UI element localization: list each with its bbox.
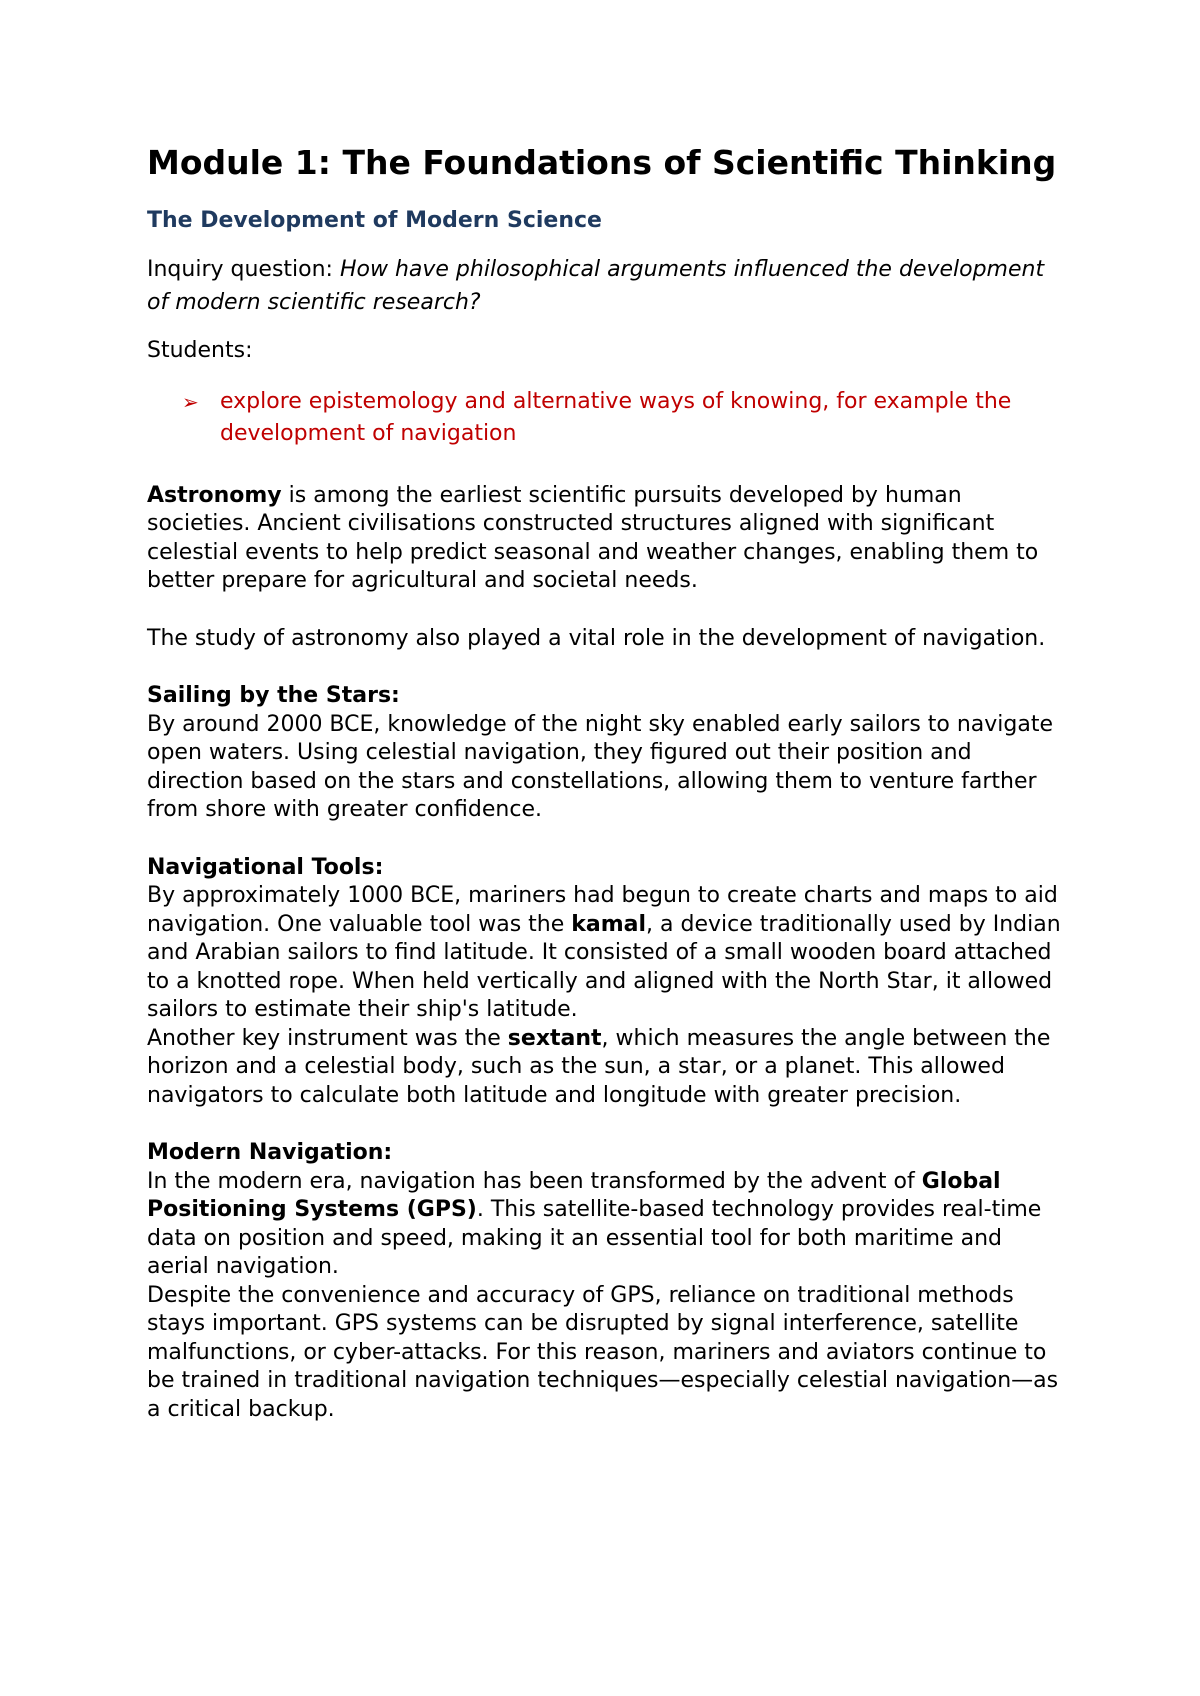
inquiry-question bbox=[147, 254, 1067, 319]
sailing-heading-text: Sailing by the Stars: bbox=[147, 683, 400, 708]
gps-paragraph bbox=[147, 1168, 1067, 1282]
outcome-bullet bbox=[182, 386, 1067, 451]
astronomy-paragraph bbox=[147, 482, 1067, 596]
gps-term: Global Positioning Systems (GPS) bbox=[147, 1168, 1001, 1222]
kamal-term: kamal bbox=[571, 911, 647, 937]
students-label: Students: bbox=[147, 338, 253, 363]
outcome-bullet-text: explore epistemology and alternative ways of knowing, for example the development of navigation bbox=[220, 388, 1012, 446]
inquiry-question-text: How have philosophical arguments influenced the development of modern scientific research? bbox=[147, 257, 1045, 315]
kamal-text-a: By approximately 1000 BCE, mariners had begun to create charts and maps to aid navigation. One valuable tool was the bbox=[147, 883, 1058, 937]
inquiry-label: Inquiry question: bbox=[147, 257, 340, 282]
modern-heading bbox=[147, 1139, 1067, 1168]
sextant-text-b: , which measures the angle between the horizon and a celestial body, such as the sun, a star, or a planet. This allowed navigators to calculate both latitude and longitude with greater precision. bbox=[147, 1025, 1051, 1108]
arrow-bullet-icon: ➢ bbox=[182, 389, 199, 414]
modern-heading-text: Modern Navigation: bbox=[147, 1140, 393, 1165]
page-title: Module 1: The Foundations of Scientific Thinking bbox=[147, 143, 1057, 182]
astronomy-text: is among the earliest scientific pursuits developed by human societies. Ancient civilisations constructed structures aligned with significant celestial events to help predict seasonal and weather changes, enabling them to better prepare for agricultural and societal needs. bbox=[147, 482, 1039, 593]
tools-heading bbox=[147, 854, 1067, 883]
sextant-paragraph bbox=[147, 1025, 1067, 1111]
gps-reliance-paragraph: Despite the convenience and accuracy of GPS, reliance on traditional methods stays important. GPS systems can be disrupted by signal interference, satellite malfunctions, or cyber-attacks. For this reason, mariners and aviators continue to be trained in traditional navigation techniques—especially celestial navigation—as a critical backup. bbox=[147, 1282, 1059, 1422]
kamal-paragraph bbox=[147, 882, 1067, 1025]
tools-heading-text: Navigational Tools: bbox=[147, 854, 384, 880]
section-subtitle: The Development of Modern Science bbox=[147, 208, 602, 233]
kamal-text-b: , a device traditionally used by Indian and Arabian sailors to find latitude. It consisted of a small wooden board attached to a knotted rope. When held vertically and aligned with the North Star, it allowed sailors to estimate their ship's latitude. bbox=[147, 911, 1061, 1022]
sextant-term: sextant bbox=[507, 1025, 602, 1051]
sailing-paragraph: By around 2000 BCE, knowledge of the night sky enabled early sailors to navigate open waters. Using celestial navigation, they figured out their position and direction based on the stars and constellations, allowing them to venture farther from shore with greater confidence. bbox=[147, 711, 1054, 822]
astronomy-term: Astronomy bbox=[147, 482, 282, 508]
sextant-text-a: Another key instrument was the bbox=[147, 1025, 508, 1051]
gps-text-b: . This satellite-based technology provides real-time data on position and speed, making it an essential tool for both maritime and aerial navigation. bbox=[147, 1197, 1042, 1279]
gps-text-a: In the modern era, navigation has been transformed by the advent of bbox=[147, 1168, 922, 1194]
sailing-heading bbox=[147, 682, 1067, 711]
document-page bbox=[147, 140, 1067, 1424]
astronomy-role-paragraph: The study of astronomy also played a vital role in the development of navigation. bbox=[147, 625, 1046, 651]
